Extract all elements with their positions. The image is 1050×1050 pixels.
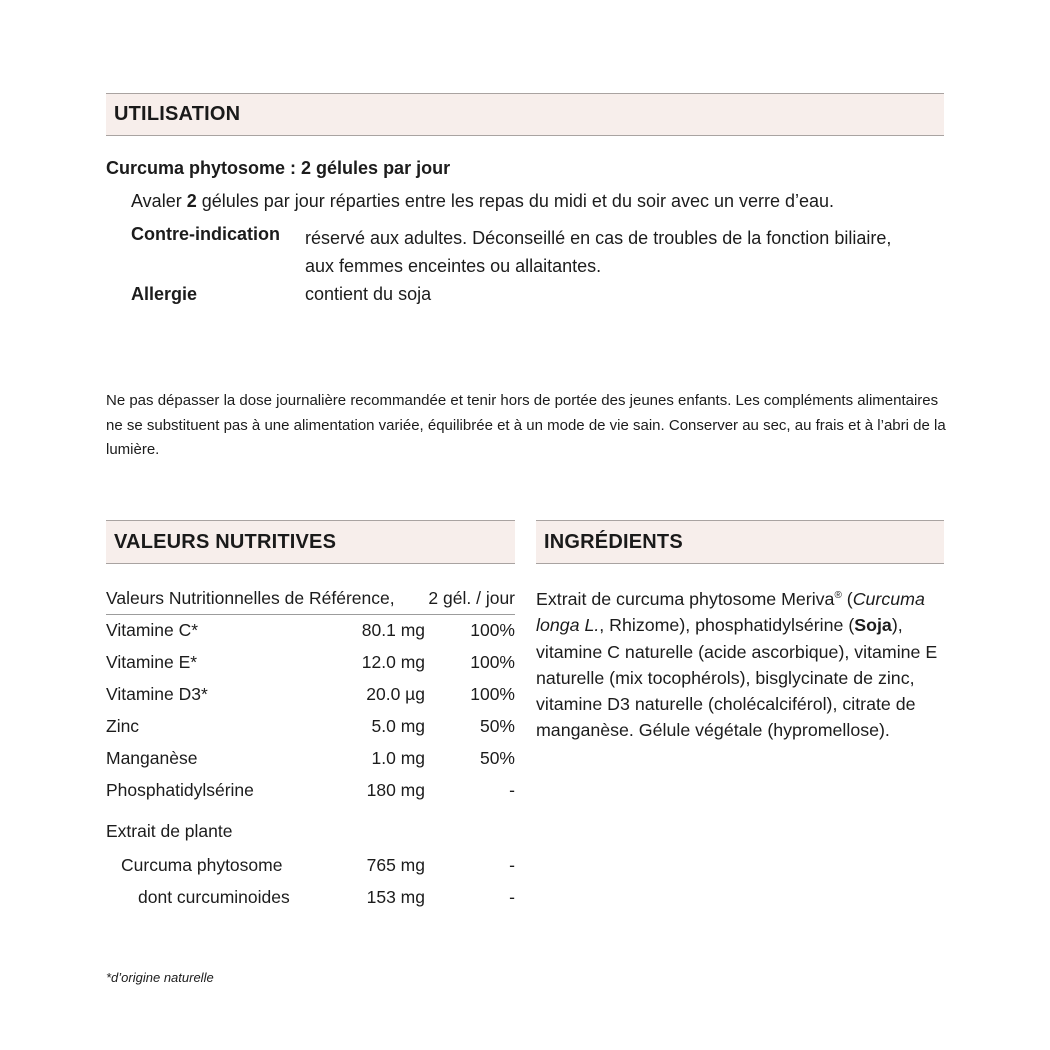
nutrient-percent: -: [509, 855, 515, 875]
nutrient-percent: 100%: [470, 620, 515, 640]
nutrient-amount: 153 mg: [366, 887, 425, 907]
nutrition-col-dose: 2 gél. / jour: [428, 588, 515, 608]
instruction-post: gélules par jour réparties entre les repas du midi et du soir avec un verre d’eau.: [196, 191, 835, 211]
contraindication-line-2: aux femmes enceintes ou allaitantes.: [305, 256, 602, 276]
nutrient-amount: 12.0 mg: [361, 652, 425, 672]
nutrient-amount: 180 mg: [366, 780, 425, 800]
warning-paragraph: Ne pas dépasser la dose journalière recommandée et tenir hors de portée des jeunes enfants. Les compléments alimentaires ne se substituent pas à une alimentation variée, équilibrée et à un mode de vie sain. Conserver au sec, au frais et à l’abri de la lumière.: [106, 392, 946, 458]
nutrient-percent: 50%: [479, 748, 515, 768]
table-row: [106, 684, 515, 716]
table-row: [106, 652, 515, 684]
plant-extract-group-label: [106, 821, 515, 853]
nutrient-name: Phosphatidylsérine: [106, 780, 254, 800]
nutrient-percent: -: [509, 780, 515, 800]
table-row: [106, 620, 515, 652]
nutrition-col-label: Valeurs Nutritionnelles de Référence,: [106, 588, 395, 608]
usage-header-title: UTILISATION: [114, 103, 241, 125]
nutrient-name: Vitamine D3*: [106, 684, 208, 704]
ingredients-part-1: Extrait de curcuma phytosome Meriva: [536, 588, 835, 609]
ingredients-part-4: ), vitamine C naturelle (acide ascorbique), vitamine E naturelle (mix tocophérols), bisglycinate de zinc, vitamine D3 naturelle (cholécalciférol), citrate de manganèse. Gélule végétale (hypromellose).: [536, 615, 938, 741]
nutrient-name: Zinc: [106, 716, 140, 736]
table-row: [106, 716, 515, 748]
ingredients-part-3: , Rhizome), phosphatidylsérine (: [599, 615, 855, 636]
instruction-count: 2: [186, 191, 197, 211]
nutrition-header-title: VALEURS NUTRITIVES: [114, 530, 337, 553]
latin-name: Curcuma longa L.: [536, 588, 925, 636]
contraindication-label: Contre-indication: [131, 224, 280, 244]
nutrient-name: Vitamine E*: [106, 652, 198, 672]
registered-mark: ®: [834, 590, 842, 601]
allergy-text: contient du soja: [305, 284, 432, 304]
instruction-pre: Avaler: [131, 191, 187, 211]
nutrient-name: Vitamine C*: [106, 620, 199, 640]
nutrient-amount: 5.0 mg: [371, 716, 425, 736]
nutrient-percent: 100%: [470, 684, 515, 704]
nutrient-name: dont curcuminoides: [138, 887, 290, 907]
nutrient-amount: 20.0 µg: [366, 684, 425, 704]
nutrient-amount: 80.1 mg: [361, 620, 425, 640]
ingredients-section-header: [536, 520, 944, 564]
contraindication-line-1: réservé aux adultes. Déconseillé en cas de troubles de la fonction biliaire,: [305, 228, 892, 248]
ingredients-part-2: (: [841, 588, 853, 609]
table-row: [106, 780, 515, 812]
nutrition-table-header: [106, 586, 515, 615]
table-row: [106, 855, 515, 887]
nutrient-amount: 1.0 mg: [371, 748, 425, 768]
nutrient-percent: 100%: [470, 652, 515, 672]
nutrient-name: Curcuma phytosome: [121, 855, 283, 875]
ingredients-paragraph: [536, 583, 948, 744]
nutrient-percent: -: [509, 887, 515, 907]
plant-group-name: Extrait de plante: [106, 821, 233, 841]
nutrient-percent: 50%: [479, 716, 515, 736]
nutrient-amount: 765 mg: [366, 855, 425, 875]
nutrient-name: Manganèse: [106, 748, 198, 768]
usage-dosage-title: Curcuma phytosome : 2 gélules par jour: [106, 158, 451, 178]
usage-instruction: [131, 191, 834, 212]
usage-section-header: [106, 93, 944, 136]
contraindication-text: [305, 224, 950, 280]
allergy-label: Allergie: [131, 284, 198, 304]
table-row: [106, 748, 515, 780]
allergen-soja: Soja: [854, 615, 892, 636]
footnote: *d’origine naturelle: [106, 970, 214, 985]
nutrition-section-header: [106, 520, 515, 564]
table-row: [106, 887, 515, 919]
ingredients-header-title: INGRÉDIENTS: [544, 530, 683, 553]
